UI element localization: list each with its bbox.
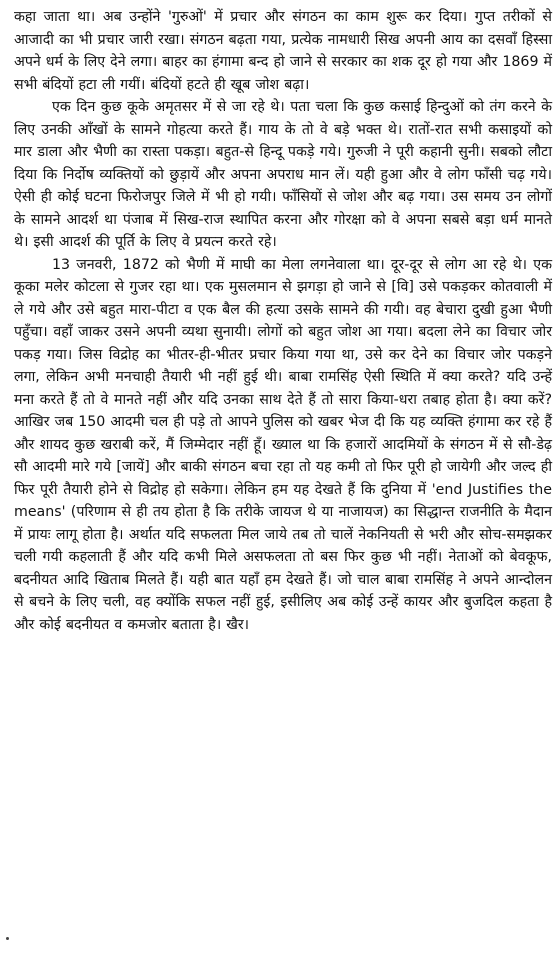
paragraph-1: कहा जाता था। अब उन्होंने 'गुरुओं' में प्रचार और संगठन का काम शुरू कर दिया। गुप्त तरीकों से आजादी का भी प्रचार जारी रखा। संगठन बढ़ता गया, प्रत्येक नामधारी सिख अपनी आय का दसवाँ हिस्सा अपने धर्म के लिए देने लगा। बाहर का हंगामा बन्द हो जाने से सरकार का शक दूर हो गया और 1869 में सभी बंदियों हटा ली गयीं। बंदियों हटते ही खूब जोश बढ़ा। <box>14 9 552 93</box>
scan-speck <box>6 937 9 940</box>
body-text <box>14 6 552 636</box>
paragraph-2: एक दिन कुछ कूके अमृतसर में से जा रहे थे। पता चला कि कुछ कसाई हिन्दुओं को तंग करने के लिए उनकी आँखों के सामने गोहत्या करते हैं। गाय के तो वे बड़े भक्त थे। रातों-रात सभी कसाइयों को मार डाला और भैणी का रास्ता पकड़ा। बहुत-से हिन्दू पकड़े गये। गुरुजी ने पूरी कहानी सुनी। सबको लौटा दिया कि निर्दोष व्यक्तियों को छुड़ायें और अपना अपराध मान लें। यही हुआ और वे लोग फाँसी चढ़ गये। ऐसी ही कोई घटना फिरोजपुर जिले में भी हो गयी। फाँसियों से जोश और बढ़ गया। उस समय उन लोगों के सामने आदर्श था पंजाब में सिख-राज स्थापित करना और गोरक्षा को वे अपना सबसे बड़ा धर्म मानते थे। इसी आदर्श की पूर्ति के लिए वे प्रयत्न करते रहे। <box>14 99 552 250</box>
paragraph-3: 13 जनवरी, 1872 को भैणी में माघी का मेला लगनेवाला था। दूर-दूर से लोग आ रहे थे। एक कूका मलेर कोटला से गुजर रहा था। एक मुसलमान से झगड़ा हो जाने से [वि] उसे पकड़कर कोतवाली में ले गये और उसे बहुत मारा-पीटा व एक बैल की हत्या उसके सामने की गयी। वह बेचारा दुखी हुआ भैणी पहुँचा। वहाँ जाकर उसने अपनी व्यथा सुनायी। लोगों को बहुत जोश आ गया। बदला लेने का विचार जोर पकड़ गया। जिस विद्रोह का भीतर-ही-भीतर प्रचार किया गया था, उसे कर देने का विचार जोर पकड़ने लगा, लेकिन अभी मनचाही तैयारी भी नहीं हुई थी। बाबा रामसिंह ऐसी स्थिति में क्या करते? यदि उन्हें मना करते हैं तो वे मानते नहीं और यदि उनका साथ देते हैं तो सारा किया-धरा तबाह होता है। क्या करें? आखिर जब 150 आदमी चल ही पड़े तो आपने पुलिस को खबर भेज दी कि यह व्यक्ति हंगामा कर रहे हैं और शायद कुछ खराबी करें, मैं जिम्मेदार नहीं हूँ। ख्याल था कि हजारों आदमियों के संगठन में से सौ-डेढ़ सौ आदमी मारे गये [जायें] और बाकी संगठन बचा रहा तो यह कमी तो फिर पूरी हो जायेगी और जल्द ही फिर पूरी तैयारी होने से विद्रोह हो सकेगा। लेकिन हम यह देखते हैं कि दुनिया में 'end Justifies the means' (परिणाम से ही तय होता है कि तरीके जायज थे या नाजायज) का सिद्धान्त राजनीति के मैदान में प्रायः लागू होता है। अर्थात यदि सफलता मिल जाये तब तो चालें नेकनियती से भरी और सोच-समझकर चली गयी कहलाती हैं और यदि कभी मिले असफलता तो बस फिर कुछ भी नहीं। नेताओं को बेवकूफ, बदनीयत आदि खिताब मिलते हैं। यही बात यहाँ हम देखते हैं। जो चाल बाबा रामसिंह ने अपने आन्दोलन से बचने के लिए चली, वह क्योंकि सफल नहीं हुई, इसीलिए अब कोई उन्हें कायर और बुजदिल कहता है और कोई बदनीयत व कमजोर बताता है। खैर। <box>14 256 552 633</box>
